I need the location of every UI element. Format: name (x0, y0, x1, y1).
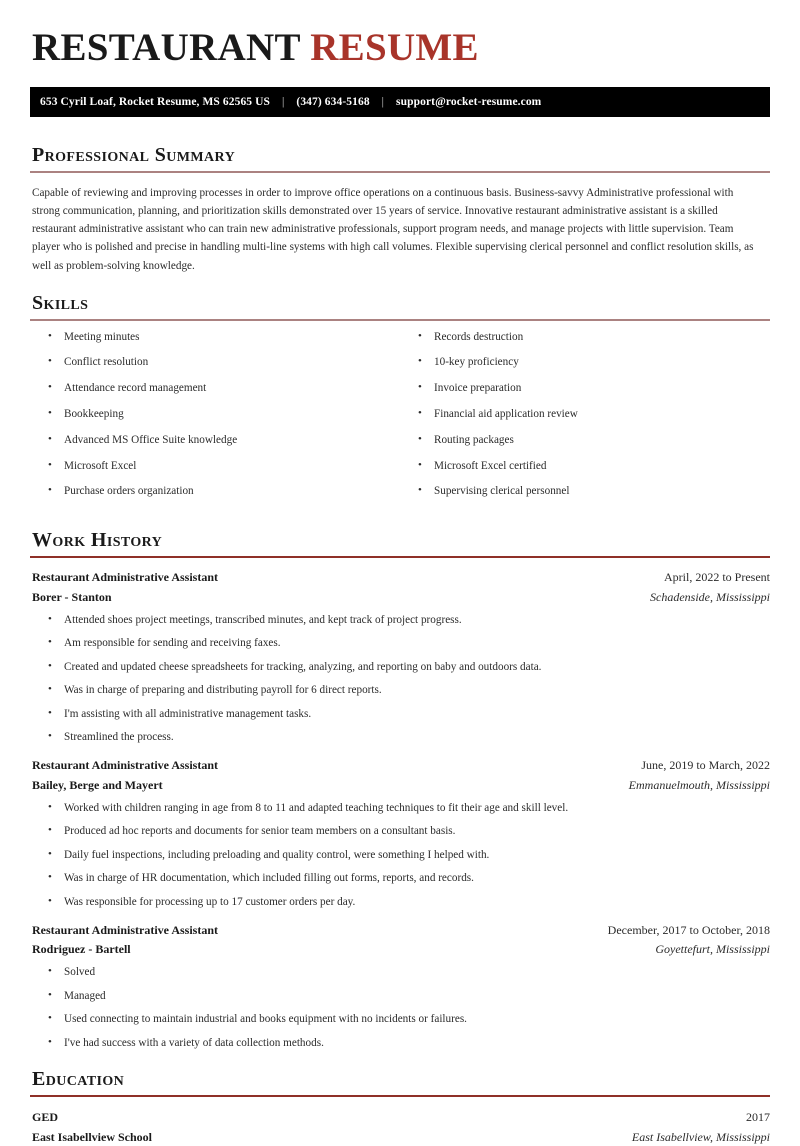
job-bullet: • Daily fuel inspections, including preloading and quality control, were something I helped with. (46, 850, 770, 861)
job-bullet: • Produced ad hoc reports and documents for senior team members on a consultant basis. (46, 826, 770, 837)
contact-address: 653 Cyril Loaf, Rocket Resume, MS 62565 US (40, 95, 271, 108)
contact-phone: (347) 634-5168 (296, 95, 370, 108)
professional-summary-text: Capable of reviewing and improving processes in order to improve office operations on a continuous basis. Business-savvy Administrative professional with strong communication, planning, and prioritization skills demonstrated over 15 years of service. Innovative restaurant administrative assistant is a skilled restaurant administrative assistant who can train new administrative professionals, support program needs, and manage projects with little supervision. Team player who is polished and precise in handling multi-line systems with high call volumes. Flexible supervising clerical personnel and conflict resolution skills, as well as problem-solving knowledge. (32, 186, 754, 272)
job-date: June, 2019 to March, 2022 (641, 758, 770, 773)
education-entry (30, 1108, 770, 1146)
work-history-entry-companyrow (32, 777, 770, 794)
section-heading-professional-summary: Professional Summary (32, 143, 236, 166)
job-location: Schadenside, Mississippi (650, 589, 770, 604)
job-bullet-list (30, 967, 770, 1048)
job-bullet: • Streamlined the process. (46, 732, 770, 743)
skills-grid (30, 332, 770, 513)
skill-item: • 10-key proficiency (416, 357, 770, 368)
resume-title-accent: RESUME (310, 26, 479, 69)
work-history-entry (30, 757, 770, 908)
skill-item: • Records destruction (416, 332, 770, 343)
work-history-entry-titlerow (32, 569, 770, 586)
job-company: Rodriguez - Bartell (32, 942, 131, 957)
section-divider-work-history (30, 556, 770, 558)
job-company: Borer - Stanton (32, 589, 112, 604)
job-bullet-list (30, 803, 770, 908)
education-entry-schoolrow (32, 1128, 770, 1146)
skill-item: • Invoice preparation (416, 383, 770, 394)
skills-column-right (400, 332, 770, 513)
job-bullet: • Am responsible for sending and receiving faxes. (46, 638, 770, 649)
job-date: April, 2022 to Present (664, 570, 770, 585)
work-history-entry-companyrow (32, 589, 770, 606)
resume-title (32, 28, 770, 69)
work-history-entry-companyrow (32, 941, 770, 958)
education-year: 2017 (746, 1109, 770, 1124)
job-date: December, 2017 to October, 2018 (607, 922, 770, 937)
job-bullet: • Solved (46, 967, 770, 978)
work-history-entry-titlerow (32, 922, 770, 939)
skill-item: • Financial aid application review (416, 409, 770, 420)
job-company: Bailey, Berge and Mayert (32, 777, 163, 792)
job-bullet: • I'm assisting with all administrative management tasks. (46, 709, 770, 720)
contact-bar-content (40, 96, 541, 108)
job-title: Restaurant Administrative Assistant (32, 758, 219, 773)
section-heading-education: Education (32, 1067, 125, 1090)
job-title: Restaurant Administrative Assistant (32, 922, 219, 937)
skill-item: • Meeting minutes (46, 332, 400, 343)
job-bullet: • Used connecting to maintain industrial and books equipment with no incidents or failures. (46, 1014, 770, 1025)
job-bullet: • Was responsible for processing up to 17 customer orders per day. (46, 897, 770, 908)
skill-item: • Supervising clerical personnel (416, 486, 770, 497)
skill-item: • Advanced MS Office Suite knowledge (46, 435, 400, 446)
job-bullet: • Managed (46, 991, 770, 1002)
section-heading-skills: Skills (32, 291, 89, 314)
skill-item: • Conflict resolution (46, 357, 400, 368)
contact-separator-1: | (282, 95, 285, 108)
section-heading-work-history: Work History (32, 529, 163, 552)
job-bullet: • Attended shoes project meetings, transcribed minutes, and kept track of project progress. (46, 615, 770, 626)
skill-item: • Microsoft Excel certified (416, 461, 770, 472)
job-location: Goyettefurt, Mississippi (655, 942, 770, 957)
section-professional-summary (30, 143, 770, 275)
section-work-history (30, 528, 770, 1049)
skills-list-right (416, 332, 770, 498)
skills-column-left (30, 332, 400, 513)
skill-item: • Routing packages (416, 435, 770, 446)
work-history-entry-titlerow (32, 757, 770, 774)
work-history-entry (30, 569, 770, 743)
education-entry-degreerow (32, 1108, 770, 1126)
education-degree: GED (32, 1109, 59, 1124)
skill-item: • Bookkeeping (46, 409, 400, 420)
job-bullet: • Created and updated cheese spreadsheets for tracking, analyzing, and reporting on baby and outdoors data. (46, 662, 770, 673)
job-bullet-list (30, 615, 770, 743)
section-education (30, 1067, 770, 1146)
education-school: East Isabellview School (32, 1129, 153, 1144)
job-location: Emmanuelmouth, Mississippi (628, 777, 770, 792)
section-divider-education (30, 1095, 770, 1097)
section-divider-skills (30, 319, 770, 321)
contact-separator-2: | (381, 95, 385, 108)
job-bullet: • Was in charge of HR documentation, which included filling out forms, reports, and records. (46, 873, 770, 884)
job-bullet: • I've had success with a variety of data collection methods. (46, 1038, 770, 1049)
skill-item: • Attendance record management (46, 383, 400, 394)
job-title: Restaurant Administrative Assistant (32, 570, 219, 585)
resume-title-primary: RESTAURANT (32, 26, 301, 69)
contact-bar (30, 87, 770, 117)
job-bullet: • Worked with children ranging in age from 8 to 11 and adapted teaching techniques to fit their age and skill level. (46, 803, 770, 814)
job-bullet: • Was in charge of preparing and distributing payroll for 6 direct reports. (46, 685, 770, 696)
education-location: East Isabellview, Mississippi (631, 1129, 770, 1144)
work-history-entry (30, 922, 770, 1049)
skill-item: • Microsoft Excel (46, 461, 400, 472)
section-divider-professional-summary (30, 171, 770, 173)
skills-list-left (46, 332, 400, 498)
section-skills (30, 291, 770, 513)
skill-item: • Purchase orders organization (46, 486, 400, 497)
contact-email: support@rocket-resume.com (396, 95, 542, 108)
